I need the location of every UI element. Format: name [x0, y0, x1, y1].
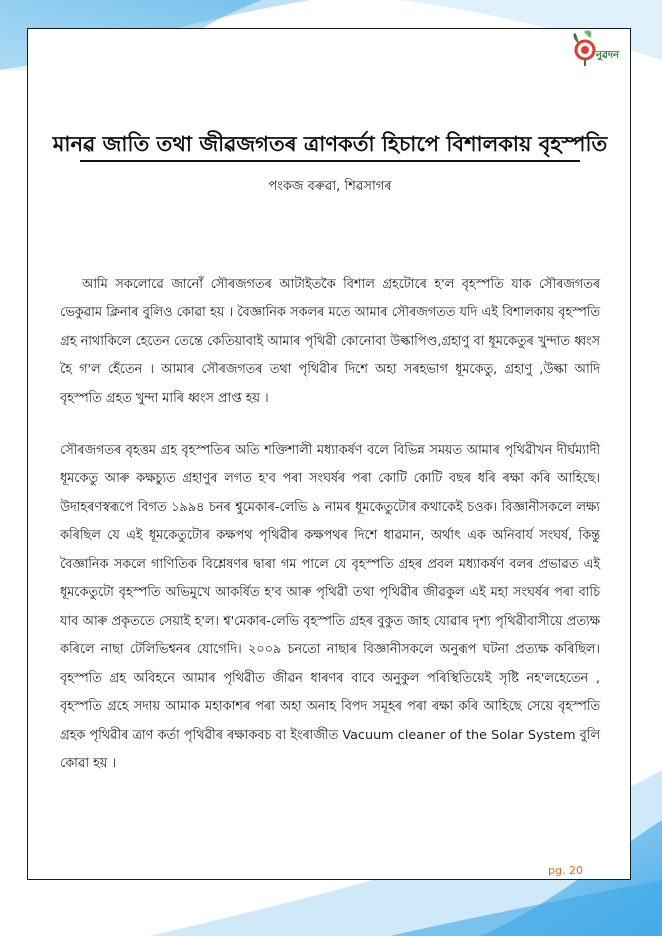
- title-underline: [80, 160, 580, 162]
- article-title: মানৱ জাতি তথা জীৱজগতৰ ত্ৰাণকৰ্তা হিচাপে বিশালকায় বৃহস্পতি: [52, 131, 608, 156]
- article-paragraph: আমি সকলোৱে জানোঁ সৌৰজগতৰ আটাইতকৈ বিশাল গ্ৰহটোৰে হ'ল বৃহস্পতি যাক সৌৰজগতৰ ভেকুৱাম ক্লিনাৰ বুলিও কোৱা হয় । বৈজ্ঞানিক সকলৰ মতে আমাৰ সৌৰজগতত যদি এই বিশালকায় বৃহস্পতি গ্ৰহ নাথাকিলে হেতেন তেন্তে কেতিয়াবাই আমাৰ পৃথিৱী কোনোবা উল্কাপিণ্ড,গ্ৰহাণু বা ধূমকেতুৰ খুন্দাত ধ্বংস হৈ গ'ল হেঁতেন । আমাৰ সৌৰজগতৰ তথা পৃথিৱীৰ দিশে অহা সৰহভাগ ধূমকেতু, গ্ৰহাণু ,উল্কা আদি বৃহস্পতি গ্ৰহত খুন্দা মাৰি ধ্বংস প্ৰাপ্ত হয় ।: [60, 276, 600, 406]
- article-author: পংকজ বৰুৱা, শিৱসাগৰ: [268, 179, 392, 194]
- article-paragraph: সৌৰজগতৰ বৃহত্তম গ্ৰহ বৃহস্পতিৰ অতি শক্তিশালী মধ্যাকৰ্ষণ বলে বিভিন্ন সময়ত আমাৰ পৃথিৱীখন দীৰ্ঘম্যাদী ধূমকেতু আৰু কক্ষচ্যুত গ্ৰহাণুৰ লগত হ'ব পৰা সংঘৰ্ষৰ পৰা কোটি কোটি বছৰ ধৰি ৰক্ষা কৰি আহিছে। উদাহৰণস্বৰূপে বিগত ১৯৯৪ চনৰ শ্বুমেকাৰ-লেভি ৯ নামৰ ধূমকেতুটোৰ কথাকেই চওক। বিজ্ঞানীসকলে লক্ষ্য কৰিছিল যে এই ধূমকেতুটোৰ কক্ষপথ পৃথিৱীৰ কক্ষপথৰ দিশে ধাৱমান, অৰ্থাৎ এক অনিবাৰ্য সংঘৰ্ষ, কিন্তু বৈজ্ঞানিক সকলে গাণিতিক বিশ্লেষণৰ দ্বাৰা গম পালে যে বৃহস্পতি গ্ৰহৰ প্ৰবল মধ্যাকৰ্ষণ বলৰ প্ৰভাৱত এই ধূমকেতুটো বৃহস্পতি অভিমুখে আকৰ্ষিত হ'ব আৰু পৃথিৱী তথা পৃথিৱীৰ জীৱকুল এই মহা সংঘৰ্ষৰ পৰা বাচি যাব আৰু প্ৰকৃততে সেয়াই হ'ল। শ্ব'মেকাৰ-লেভি বৃহস্পতি গ্ৰহৰ বুকুত জাহ যোৱাৰ দৃশ্য পৃথিৱীবাসীয়ে প্ৰত্যক্ষ কৰিলে নাছা টেলিভিশ্বনৰ যোগেদি। ২০০৯ চনতো নাছাৰ বিজ্ঞানীসকলে অনুৰূপ ঘটনা প্ৰত্যক্ষ কৰিছিল। বৃহস্পতি গ্ৰহ অবিহনে আমাৰ পৃথিৱীত জীৱন ধাৰণৰ বাবে অনুকুল পৰিস্থিতিয়েই সৃষ্টি নহ'লহেতেন , বৃহস্পতি গ্ৰহে সদায় আমাক মহাকাশৰ পৰা অহা অনাহ বিপদ সমূহৰ পৰা ৰক্ষা কৰি আহিছে সেয়ে বৃহস্পতি গ্ৰহক পৃথিৱীৰ ত্ৰাণ কৰ্তা পৃথিৱীৰ ৰক্ষাকবচ বা ইংৰাজীত Vacuum cleaner of the Solar System বুলি কোৱা হয় ।: [60, 442, 600, 772]
- publication-logo: [566, 24, 646, 74]
- page-number: pg. 20: [548, 864, 583, 877]
- logo-text: নুৱদন: [596, 50, 620, 61]
